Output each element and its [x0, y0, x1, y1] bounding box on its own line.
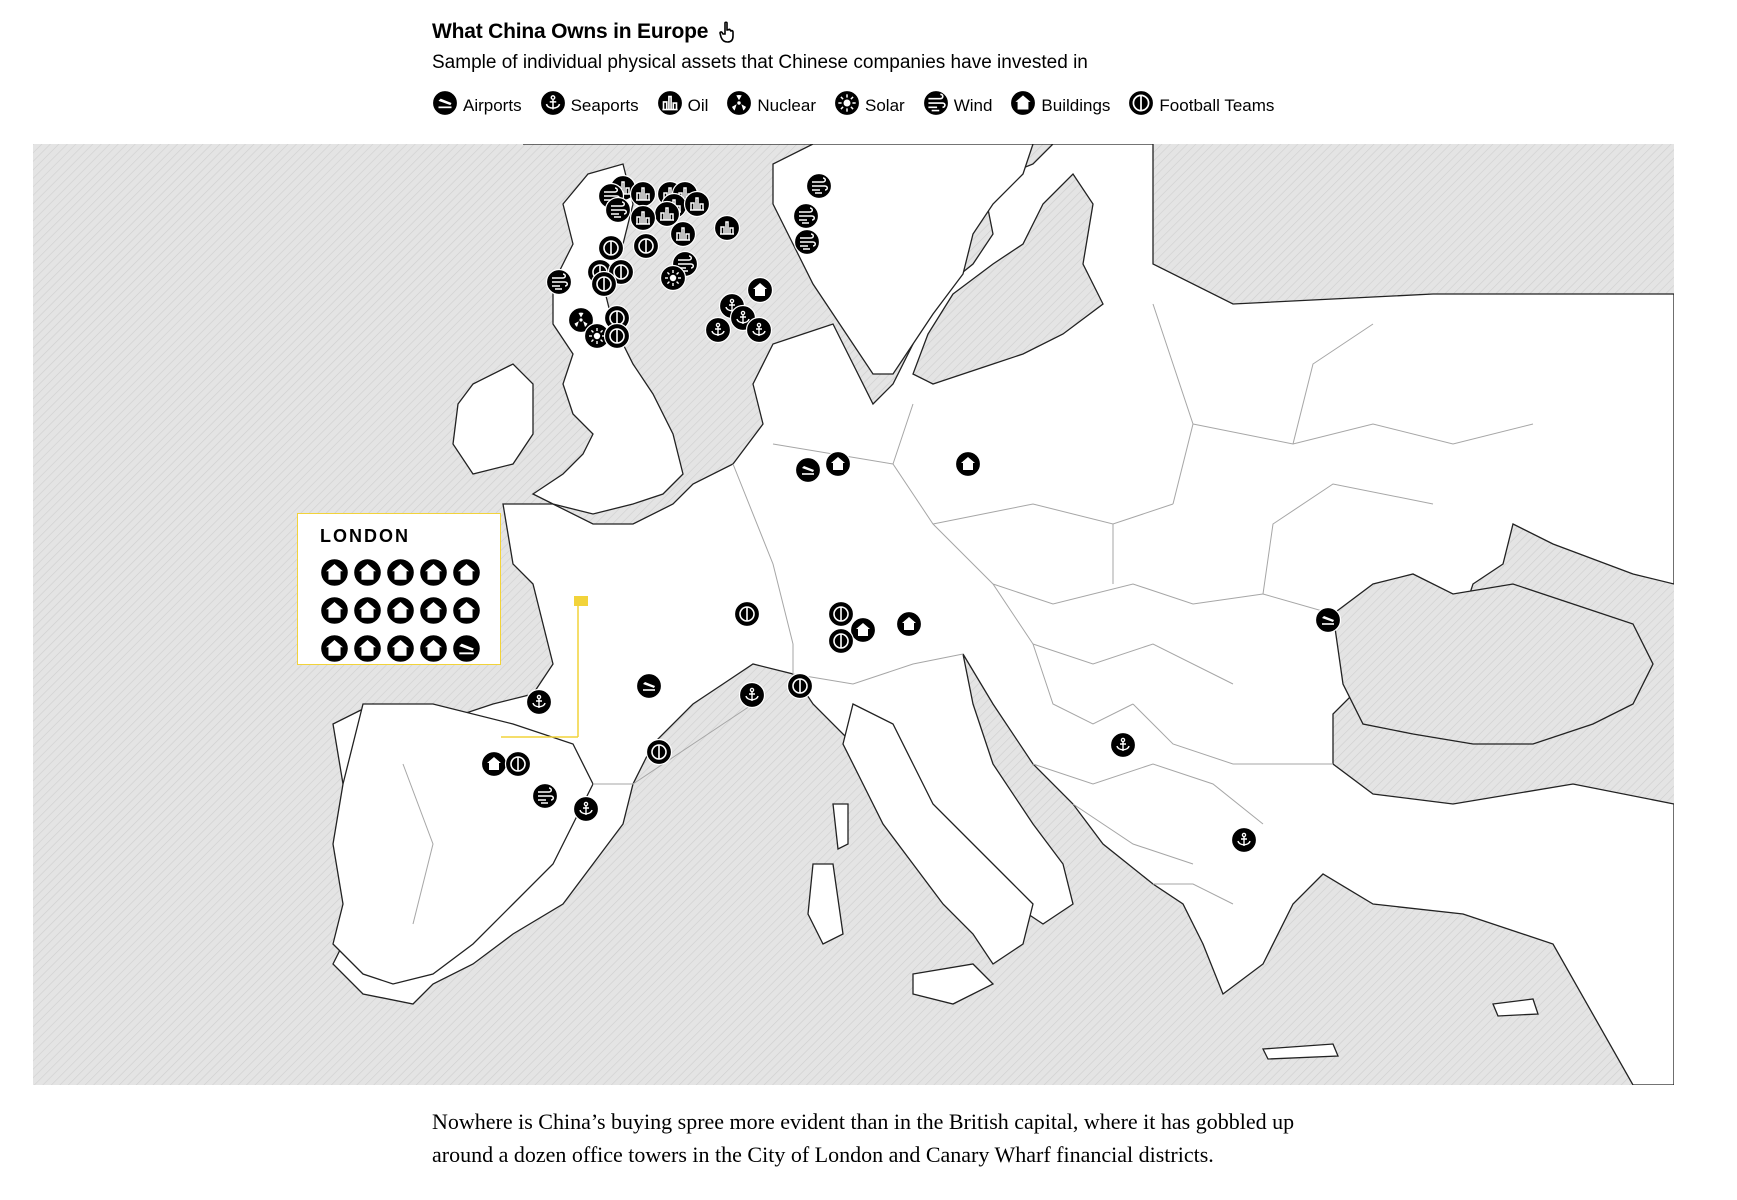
london-label: LONDON [320, 526, 410, 546]
map-canvas [33, 144, 1674, 1085]
building-icon[interactable] [826, 452, 851, 477]
football-icon[interactable] [788, 674, 813, 699]
wind-icon[interactable] [606, 198, 631, 223]
airport-icon[interactable] [796, 458, 821, 483]
legend-label: Football Teams [1159, 95, 1275, 115]
europe-map[interactable] [33, 144, 1674, 1085]
legend-item-solar [834, 90, 905, 121]
oil-icon[interactable] [715, 216, 740, 241]
seaport-icon[interactable] [574, 797, 599, 822]
chart-title: What China Owns in Europe [432, 20, 709, 43]
seaport-icon[interactable] [706, 318, 731, 343]
airport-icon [432, 90, 463, 121]
building-icon[interactable] [748, 278, 773, 303]
building-icon [419, 596, 448, 630]
nuclear-icon [726, 90, 757, 121]
oil-icon[interactable] [631, 182, 656, 207]
football-icon[interactable] [735, 602, 760, 627]
solar-icon [834, 90, 865, 121]
london-asset-grid [320, 558, 481, 668]
football-icon[interactable] [829, 602, 854, 627]
legend [432, 90, 1332, 121]
legend-item-wind [923, 90, 993, 121]
building-icon [320, 596, 349, 630]
building-icon [386, 634, 415, 668]
oil-icon[interactable] [671, 222, 696, 247]
building-icon[interactable] [897, 612, 922, 637]
football-icon[interactable] [647, 740, 672, 765]
chart-title-row [432, 20, 1332, 44]
body-paragraph: Nowhere is China’s buying spree more evident than in the British capital, where it has gobbled up around a dozen office towers in the City of London and Canary Wharf financial districts. [432, 1109, 1295, 1167]
seaport-icon[interactable] [1232, 828, 1257, 853]
legend-label: Nuclear [757, 95, 816, 115]
oil-icon[interactable] [655, 202, 680, 227]
london-inset[interactable] [297, 513, 501, 665]
building-icon [452, 596, 481, 630]
wind-icon [923, 90, 954, 121]
football-icon[interactable] [829, 629, 854, 654]
chart-header [432, 20, 1332, 121]
wind-icon[interactable] [794, 204, 819, 229]
legend-label: Buildings [1041, 95, 1111, 115]
london-highlight [574, 596, 588, 606]
building-icon [419, 558, 448, 592]
legend-label: Wind [953, 95, 993, 115]
legend-item-airports [432, 90, 522, 121]
oil-icon[interactable] [685, 192, 710, 217]
building-icon[interactable] [482, 752, 507, 777]
legend-label: Oil [687, 95, 709, 115]
wind-icon[interactable] [795, 230, 820, 255]
football-icon[interactable] [506, 752, 531, 777]
legend-item-football-teams [1128, 90, 1274, 121]
football-icon[interactable] [599, 236, 624, 261]
legend-label: Solar [865, 95, 905, 115]
building-icon [386, 596, 415, 630]
legend-item-oil [657, 90, 709, 121]
football-icon [1128, 90, 1159, 121]
seaport-icon[interactable] [747, 318, 772, 343]
building-icon [353, 634, 382, 668]
wind-icon[interactable] [533, 784, 558, 809]
wind-icon[interactable] [547, 270, 572, 295]
building-icon [386, 558, 415, 592]
building-icon [320, 558, 349, 592]
hand-pointer-icon [718, 21, 736, 43]
building-icon [452, 558, 481, 592]
airport-icon [452, 634, 481, 668]
building-icon[interactable] [851, 618, 876, 643]
solar-icon[interactable] [661, 266, 686, 291]
building-icon [419, 634, 448, 668]
football-icon[interactable] [592, 272, 617, 297]
legend-item-nuclear [726, 90, 816, 121]
football-icon[interactable] [605, 324, 630, 349]
legend-item-buildings [1010, 90, 1110, 121]
seaport-icon[interactable] [1111, 733, 1136, 758]
airport-icon[interactable] [1316, 608, 1341, 633]
airport-icon[interactable] [637, 674, 662, 699]
wind-icon[interactable] [807, 174, 832, 199]
football-icon[interactable] [634, 234, 659, 259]
building-icon [1010, 90, 1041, 121]
seaport-icon[interactable] [527, 690, 552, 715]
legend-label: Seaports [570, 95, 639, 115]
building-icon [353, 558, 382, 592]
seaport-icon[interactable] [740, 683, 765, 708]
oil-icon [657, 90, 688, 121]
legend-item-seaports [540, 90, 639, 121]
seaport-icon [540, 90, 571, 121]
oil-icon[interactable] [631, 206, 656, 231]
legend-label: Airports [463, 95, 522, 115]
building-icon [320, 634, 349, 668]
chart-subtitle: Sample of individual physical assets that Chinese companies have invested in [432, 52, 1088, 73]
building-icon [353, 596, 382, 630]
building-icon[interactable] [956, 452, 981, 477]
